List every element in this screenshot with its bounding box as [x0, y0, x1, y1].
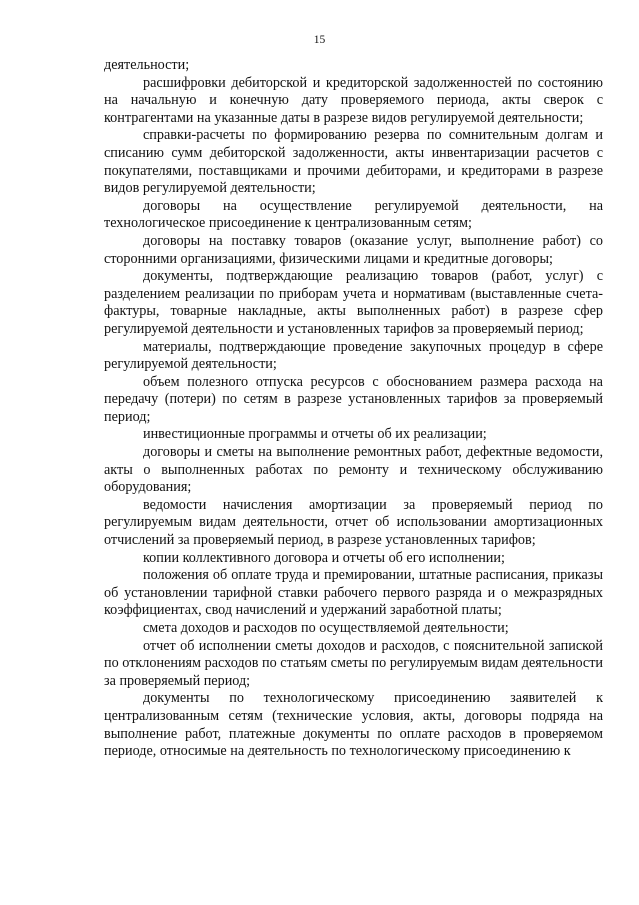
paragraph-collective-agreement: копии коллективного договора и отчеты об его исполнении;: [143, 549, 505, 566]
page-number: 15: [313, 34, 326, 46]
paragraph-sales-documents: документы, подтверждающие реализацию товаров (работ, услуг) с разделением реализации по приборам учета и нормативам (выставленные счета-фактуры, товарные накладные, акты выполненных работ) в разрезе сфер регулируемой деятельности и установленных тарифов за проверяемый период;: [104, 268, 603, 337]
paragraph-useful-supply-volume: объем полезного отпуска ресурсов с обоснованием размера расхода на передачу (потери) по сетям в разрезе установленных тарифов за проверяемый период;: [104, 373, 603, 425]
paragraph-income-expense-estimate: смета доходов и расходов по осуществляемой деятельности;: [143, 620, 509, 636]
paragraph-repair-contracts: договоры и сметы на выполнение ремонтных работ, дефектные ведомости, акты о выполненных работах по ремонту и техническому обслуживанию оборудования;: [104, 444, 603, 496]
paragraph-investment-programs: инвестиционные программы и отчеты об их реализации;: [143, 426, 487, 443]
paragraph-technological-connection: документы по технологическому присоединению заявителей к централизованным сетям (технические условия, акты, договоры подряда на выполнение работ, платежные документы по оплате расходов в проверяемом периоде, относимые на деятельность по технологическому присоединению к: [104, 690, 603, 760]
paragraph-estimate-execution-report: отчет об исполнении сметы доходов и расходов, с пояснительной запиской по отклонениям расходов по статьям сметы по регулируемым видам деятельности за проверяемый период;: [104, 637, 603, 689]
paragraph-receivables-breakdown: расшифровки дебиторской и кредиторской задолженностей по состоянию на начальную и конечную дату проверяемого периода, акты сверок с контрагентами на указанные даты в разрезе видов регулируемой деятельности;: [104, 74, 603, 126]
paragraph-doubtful-debts-reserve: справки-расчеты по формированию резерва по сомнительным долгам и списанию сумм дебиторской задолженности, акты инвентаризации расчетов с покупателями, поставщиками и прочими дебиторами, и кредиторами в разрезе видов регулируемой деятельности;: [104, 127, 603, 197]
paragraph-remuneration-regulations: положения об оплате труда и премировании, штатные расписания, приказы об установлении тарифной ставки рабочего первого разряда и о межразрядных коэффициентах, свод начислений и удержаний заработной платы;: [104, 567, 603, 619]
document-body: [104, 57, 603, 761]
paragraph-continuation: деятельности;: [104, 57, 190, 73]
paragraph-supply-contracts: договоры на поставку товаров (оказание услуг, выполнение работ) со сторонними организациями, физическими лицами и кредитные договоры;: [104, 232, 603, 267]
paragraph-procurement-materials: материалы, подтверждающие проведение закупочных процедур в сфере регулируемой деятельности;: [104, 338, 603, 373]
paragraph-depreciation-statements: ведомости начисления амортизации за проверяемый период по регулируемым видам деятельности, отчет об использовании амортизационных отчислений за проверяемый период, в разрезе установленных тарифов;: [104, 496, 603, 549]
paragraph-regulated-activity-contracts: договоры на осуществление регулируемой деятельности, на технологическое присоединение к централизованным сетям;: [104, 197, 603, 232]
